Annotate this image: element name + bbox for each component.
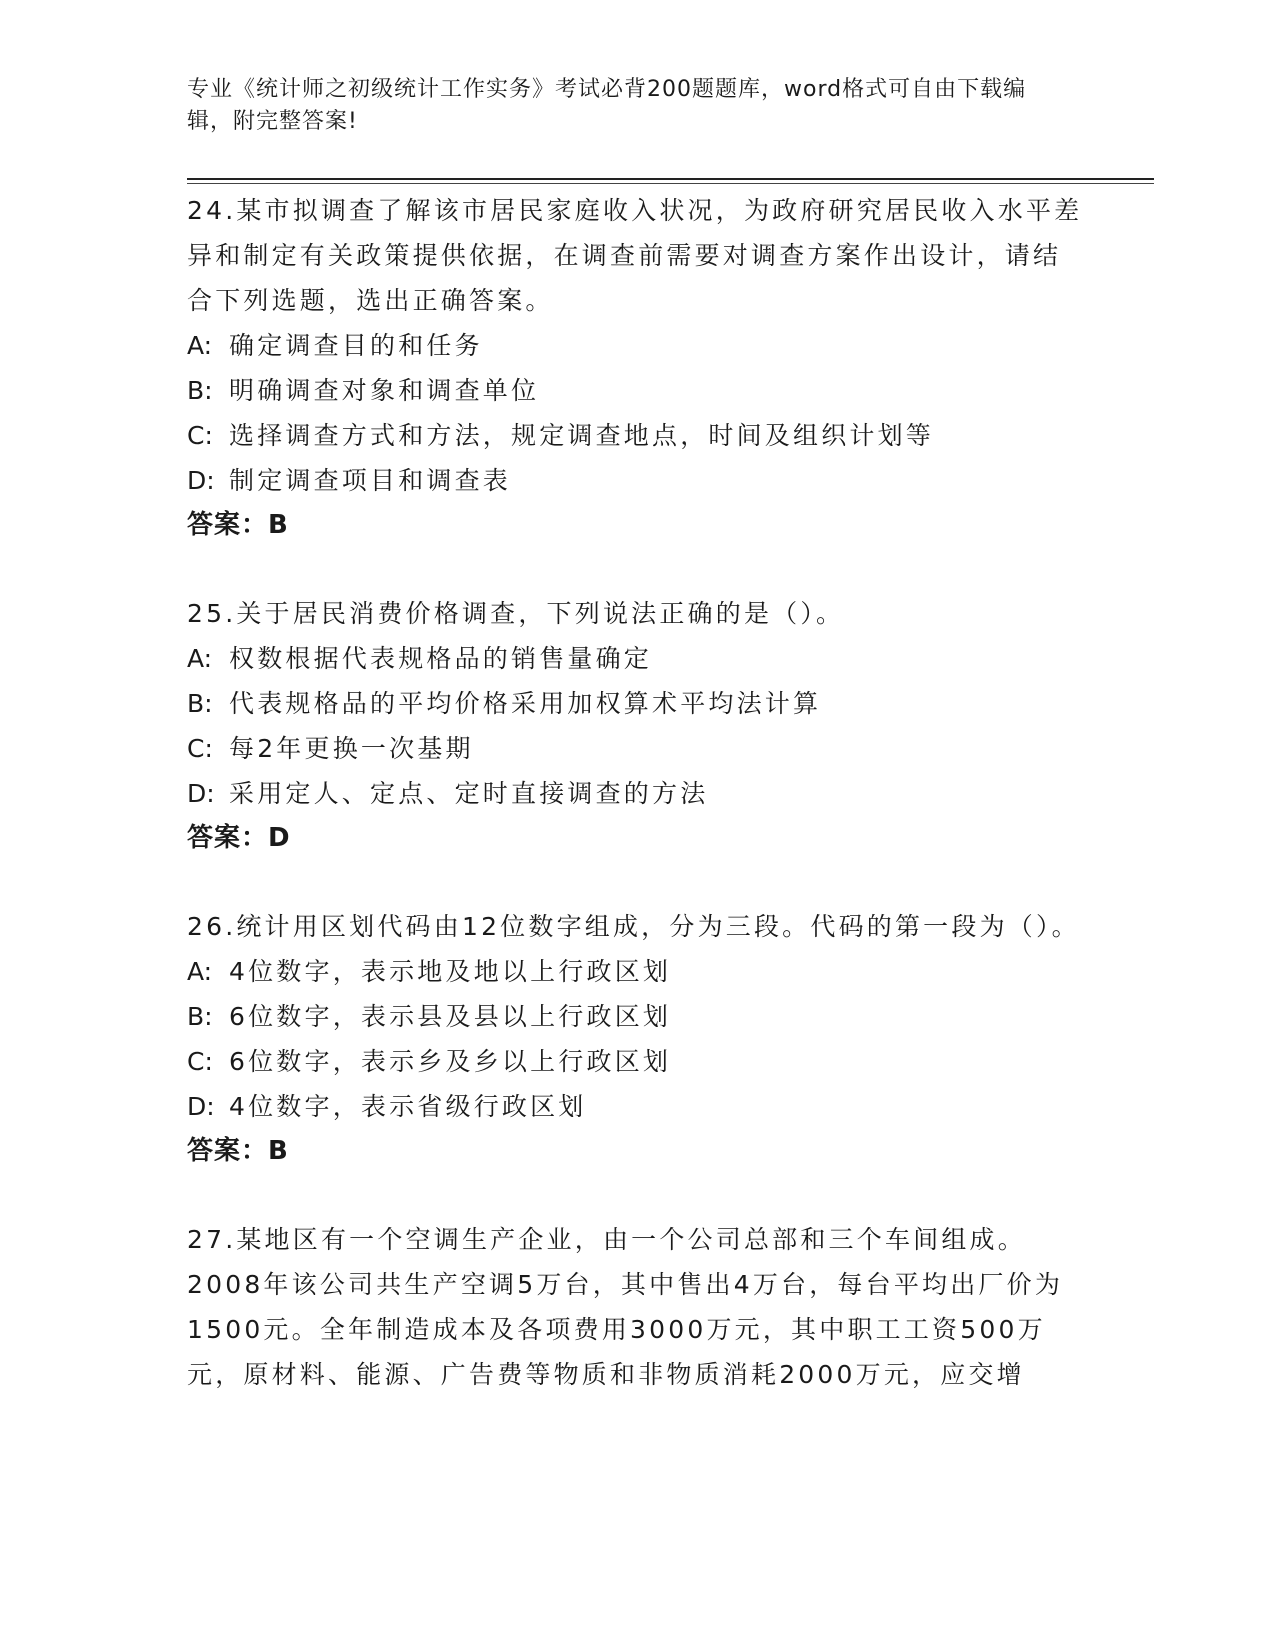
option-text: 4位数字，表示省级行政区划 <box>229 1092 587 1121</box>
question-26 <box>187 904 1087 1174</box>
option-letter: D: <box>187 1092 215 1121</box>
option-d <box>187 1084 1087 1129</box>
question-list <box>187 188 1087 1440</box>
option-letter: A: <box>187 957 213 986</box>
question-24 <box>187 188 1087 548</box>
option-letter: A: <box>187 331 213 360</box>
option-c <box>187 726 1087 771</box>
option-letter: B: <box>187 376 213 405</box>
option-letter: D: <box>187 466 215 495</box>
option-text: 制定调查项目和调查表 <box>229 466 512 495</box>
option-d <box>187 771 1087 816</box>
option-text: 确定调查目的和任务 <box>229 331 483 360</box>
option-b <box>187 994 1087 1039</box>
option-text: 采用定人、定点、定时直接调查的方法 <box>229 779 709 808</box>
answer-line: 答案：B <box>187 1136 289 1166</box>
option-a <box>187 323 1087 368</box>
option-d <box>187 458 1087 503</box>
answer-line: 答案：B <box>187 510 289 540</box>
option-a <box>187 949 1087 994</box>
option-b <box>187 681 1087 726</box>
option-text: 明确调查对象和调查单位 <box>229 376 540 405</box>
question-stem: 24.某市拟调查了解该市居民家庭收入状况，为政府研究居民收入水平差异和制定有关政策提供依据，在调查前需要对调查方案作出设计，请结合下列选题，选出正确答案。 <box>187 196 1083 315</box>
option-c <box>187 413 1087 458</box>
option-a <box>187 636 1087 681</box>
option-c <box>187 1039 1087 1084</box>
option-letter: B: <box>187 1002 213 1031</box>
option-letter: B: <box>187 689 213 718</box>
option-text: 6位数字，表示乡及乡以上行政区划 <box>229 1047 672 1076</box>
question-stem: 26.统计用区划代码由12位数字组成，分为三段。代码的第一段为（）。 <box>187 912 1080 941</box>
question-stem: 25.关于居民消费价格调查，下列说法正确的是（）。 <box>187 599 845 628</box>
option-letter: C: <box>187 421 213 450</box>
option-text: 权数根据代表规格品的销售量确定 <box>229 644 653 673</box>
question-27 <box>187 1217 1087 1397</box>
option-letter: C: <box>187 734 213 763</box>
question-25 <box>187 591 1087 861</box>
option-text: 选择调查方式和方法，规定调查地点，时间及组织计划等 <box>229 421 935 450</box>
option-text: 每2年更换一次基期 <box>229 734 474 763</box>
option-letter: A: <box>187 644 213 673</box>
option-text: 6位数字，表示县及县以上行政区划 <box>229 1002 672 1031</box>
option-letter: D: <box>187 779 215 808</box>
question-stem: 27.某地区有一个空调生产企业，由一个公司总部和三个车间组成。2008年该公司共生产空调5万台，其中售出4万台，每台平均出厂价为1500元。全年制造成本及各项费用3000万元，其中职工工资500万元，原材料、能源、广告费等物质和非物质消耗2000万元，应交增 <box>187 1225 1064 1389</box>
header-divider <box>187 178 1154 180</box>
page-header: 专业《统计师之初级统计工作实务》考试必背200题题库，word格式可自由下载编辑，附完整答案! <box>187 77 1027 134</box>
header-divider-thin <box>187 183 1154 184</box>
answer-line: 答案：D <box>187 823 291 853</box>
option-text: 代表规格品的平均价格采用加权算术平均法计算 <box>229 689 822 718</box>
option-text: 4位数字，表示地及地以上行政区划 <box>229 957 672 986</box>
option-letter: C: <box>187 1047 213 1076</box>
option-b <box>187 368 1087 413</box>
